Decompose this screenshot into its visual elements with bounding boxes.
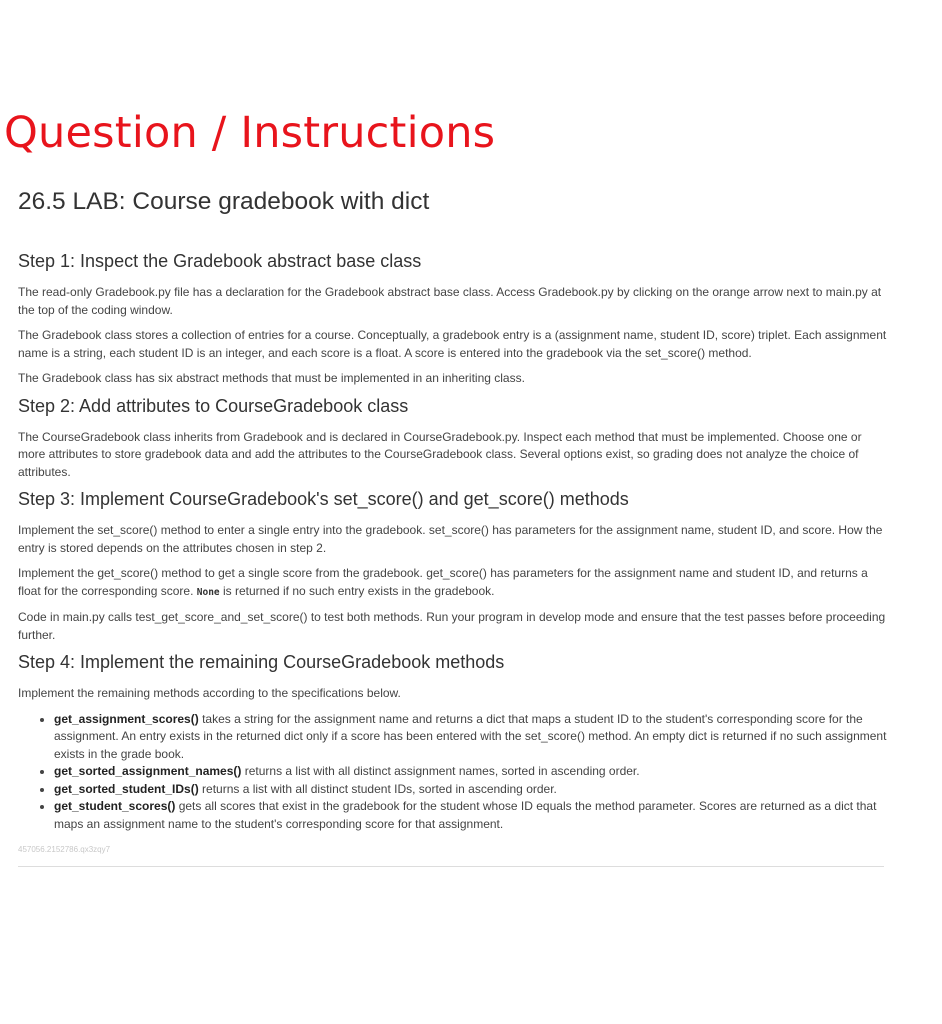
method-name: get_sorted_assignment_names() bbox=[54, 764, 242, 778]
method-name: get_assignment_scores() bbox=[54, 711, 199, 726]
step-heading: Step 2: Add attributes to CourseGradebook class bbox=[18, 395, 409, 416]
content-id: 457056.2152786.qx3zqy7 bbox=[18, 845, 111, 854]
lab-content bbox=[18, 188, 888, 867]
divider bbox=[18, 866, 884, 867]
method-description: returns a list with all distinct assignment names, sorted in ascending order. bbox=[241, 764, 640, 778]
step-heading: Step 3: Implement CourseGradebook's set_score() and get_score() methods bbox=[18, 489, 629, 509]
list-item bbox=[54, 711, 888, 764]
step-3 bbox=[18, 489, 888, 644]
list-item bbox=[54, 798, 888, 833]
method-description: takes a string for the assignment name and returns a dict that maps a student ID to the student's corresponding score for the assignment. An entry exists in the returned dict only if a score has been entered with the set_score() method. An empty dict is returned if no such assignment exists in the grade book. bbox=[54, 711, 887, 761]
method-list bbox=[18, 711, 888, 834]
step-2 bbox=[18, 396, 888, 482]
inline-code: None bbox=[196, 586, 220, 598]
method-name: get_sorted_student_IDs() bbox=[54, 781, 199, 796]
step-paragraph-get-score bbox=[18, 565, 888, 601]
list-item bbox=[54, 763, 888, 781]
step-paragraph: The read-only Gradebook.py file has a declaration for the Gradebook abstract base class. Access Gradebook.py by clicking on the orange arrow next to main.py at the top of the coding window. bbox=[18, 285, 882, 317]
page-heading: Question / Instructions bbox=[4, 108, 496, 158]
step-paragraph: The Gradebook class has six abstract methods that must be implemented in an inheriting class. bbox=[18, 371, 525, 385]
paragraph-text: Implement the get_score() method to get a single score from the gradebook. get_score() has parameters for the assignment name and student ID, and returns a float for the corresponding score. bbox=[18, 566, 868, 598]
step-heading: Step 1: Inspect the Gradebook abstract base class bbox=[18, 251, 422, 271]
method-name: get_student_scores() bbox=[54, 799, 176, 813]
step-paragraph: Code in main.py calls test_get_score_and_set_score() to test both methods. Run your program in develop mode and ensure that the test passes before proceeding further. bbox=[18, 610, 886, 642]
step-paragraph: The Gradebook class stores a collection of entries for a course. Conceptually, a gradebook entry is a (assignment name, student ID, score) triplet. Each assignment name is a string, each student ID is an integer, and each score is a float. A score is entered into the gradebook via the set_score() method. bbox=[18, 328, 887, 360]
step-1 bbox=[18, 251, 888, 388]
method-description: gets all scores that exist in the gradebook for the student whose ID equals the method parameter. Scores are returned as a dict that maps an assignment name to the student's corresponding score for that assignment. bbox=[54, 799, 877, 831]
list-item bbox=[54, 781, 888, 799]
step-paragraph: The CourseGradebook class inherits from Gradebook and is declared in CourseGradebook.py. Inspect each method that must be implemented. Choose one or more attributes to store gradebook data and add the attributes to the CourseGradebook class. Several options exist, so grading does not analyze the choice of attributes. bbox=[18, 429, 862, 479]
step-4 bbox=[18, 652, 888, 833]
step-paragraph: Implement the remaining methods according to the specifications below. bbox=[18, 686, 401, 700]
step-paragraph: Implement the set_score() method to enter a single entry into the gradebook. set_score() has parameters for the assignment name, student ID, and score. How the entry is stored depends on the attributes chosen in step 2. bbox=[18, 523, 883, 555]
method-description: returns a list with all distinct student IDs, sorted in ascending order. bbox=[198, 781, 557, 796]
paragraph-text: is returned if no such entry exists in the gradebook. bbox=[219, 583, 495, 598]
step-heading: Step 4: Implement the remaining CourseGradebook methods bbox=[18, 652, 505, 672]
lab-title: 26.5 LAB: Course gradebook with dict bbox=[18, 188, 430, 215]
